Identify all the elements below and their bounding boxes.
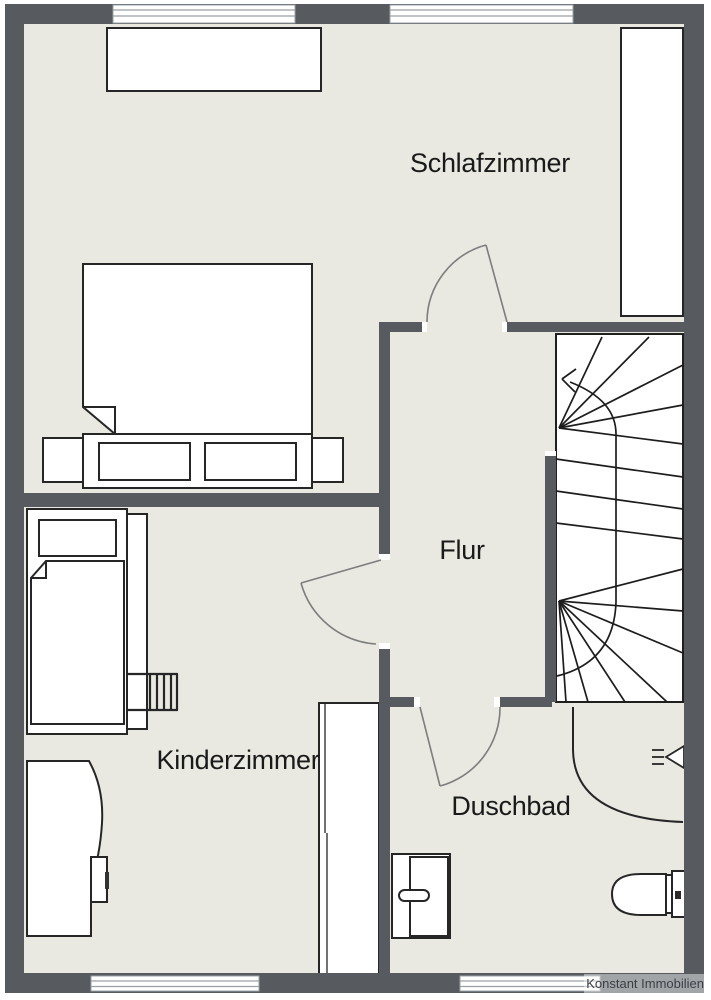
window-bottom-right xyxy=(460,976,600,991)
pillow-left xyxy=(99,443,190,480)
room-label-flur: Flur xyxy=(439,535,485,565)
toilet xyxy=(612,871,685,917)
dresser xyxy=(107,28,321,91)
wall-flur-left-upper xyxy=(379,322,390,554)
bed-platform xyxy=(126,514,147,729)
duvet xyxy=(83,264,312,434)
wall-duschbad-left xyxy=(390,697,414,707)
window-top-left xyxy=(113,5,295,23)
basin xyxy=(399,890,429,901)
window-bottom-left xyxy=(91,976,259,991)
wall-top xyxy=(5,4,704,24)
toilet-bowl xyxy=(612,874,666,915)
room-label-schlafzimmer: Schlafzimmer xyxy=(410,148,570,178)
room-label-duschbad: Duschbad xyxy=(451,791,571,821)
window-top-right xyxy=(390,5,573,23)
wall-duschbad-right xyxy=(500,697,552,707)
duvet xyxy=(31,561,124,724)
wall-staircase xyxy=(545,456,556,702)
wall-schlafzimmer-kinderzimmer xyxy=(5,493,390,507)
staircase xyxy=(556,334,683,702)
wardrobe-kinderzimmer xyxy=(319,703,379,975)
wall-schlafzimmer-flur-right xyxy=(507,322,684,332)
nightstand-left xyxy=(43,438,83,482)
wall-flur-left-lower xyxy=(379,649,390,975)
chair-back xyxy=(105,872,109,889)
desk xyxy=(27,761,102,936)
room-label-kinderzimmer: Kinderzimmer xyxy=(156,745,320,775)
washbasin xyxy=(392,854,450,938)
double-bed xyxy=(43,264,343,488)
toilet-button xyxy=(675,891,681,899)
wardrobe-schlafzimmer xyxy=(621,28,683,316)
nightstand-right xyxy=(312,438,343,482)
watermark: Konstant Immobilien xyxy=(584,974,711,993)
pillow xyxy=(39,520,116,556)
wall-right xyxy=(684,4,704,993)
chair xyxy=(91,857,107,902)
pillow-right xyxy=(205,443,296,480)
